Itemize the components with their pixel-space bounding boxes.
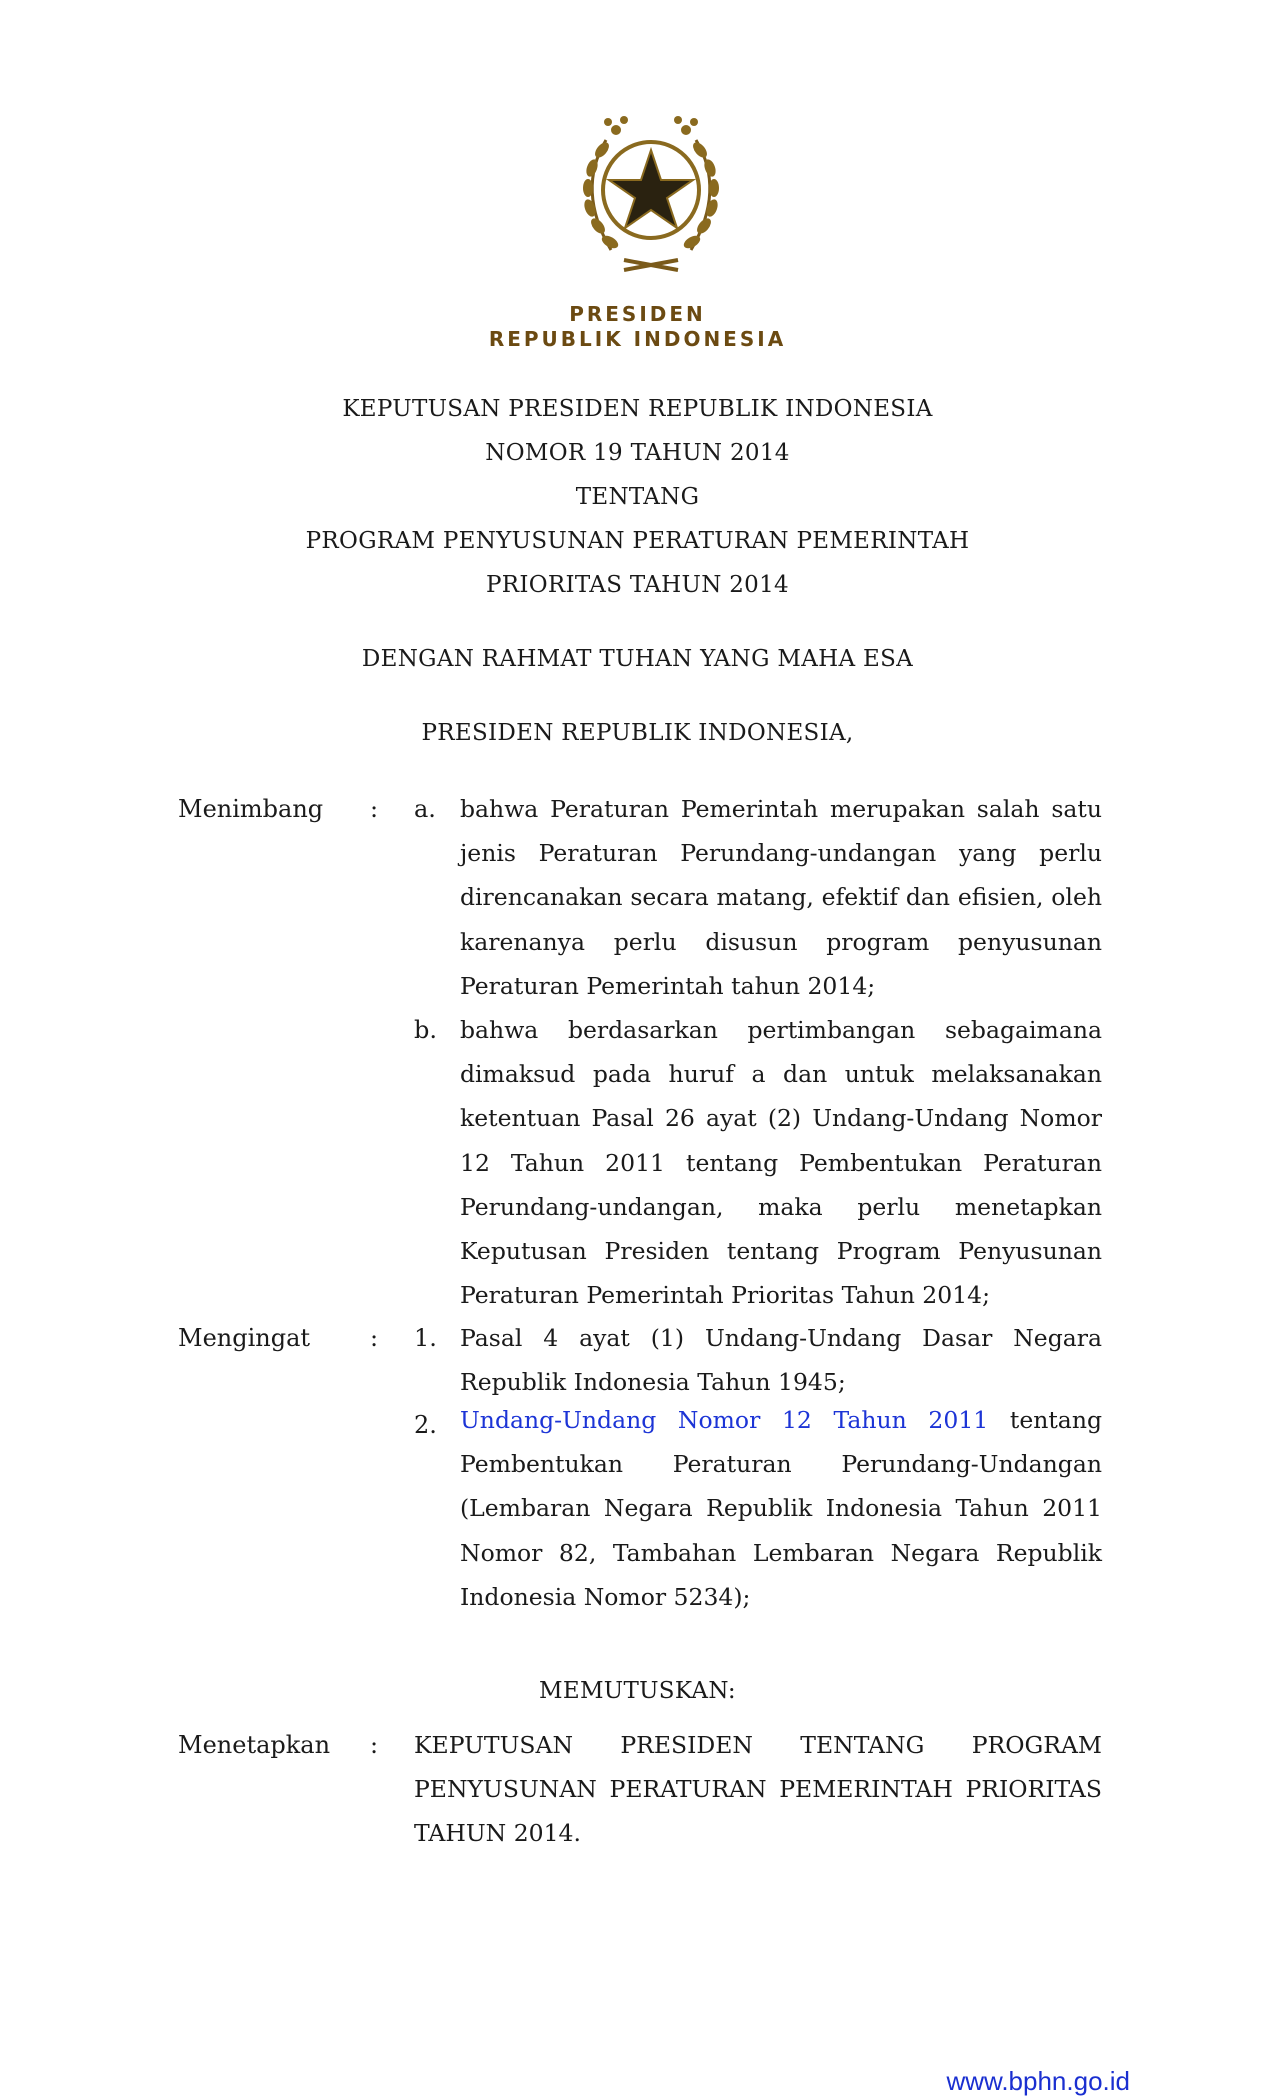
menimbang-label: Menimbang — [178, 795, 324, 823]
menimbang-item-a: bahwa Peraturan Pemerintah merupakan salah satu jenis Peraturan Perundang-undangan yang perlu direncanakan secara matang, efektif dan efisien, oleh karenanya perlu disusun program penyusunan Peraturan Pemerintah tahun 2014; — [460, 795, 1102, 1000]
mengingat-item-1: Pasal 4 ayat (1) Undang-Undang Dasar Negara Republik Indonesia Tahun 1945; — [460, 1324, 1102, 1397]
title-line-5: PRIORITAS TAHUN 2014 — [485, 572, 789, 598]
title-line-1: KEPUTUSAN PRESIDEN REPUBLIK INDONESIA — [342, 396, 933, 422]
title-line-4: PROGRAM PENYUSUNAN PERATURAN PEMERINTAH — [305, 528, 970, 554]
law-reference-link[interactable]: Undang-Undang Nomor 12 Tahun 2011 — [460, 1406, 989, 1434]
title-line-2: NOMOR 19 TAHUN 2014 — [485, 440, 790, 466]
menimbang-item-b: bahwa berdasarkan pertimbangan sebagaimana dimaksud pada huruf a dan untuk melaksanakan ketentuan Pasal 26 ayat (2) Undang-Undang Nomor 12 Tahun 2011 tentang Pembentukan Peraturan Perundang-undangan, maka perlu menetapkan Keputusan Presiden tentang Program Penyusunan Peraturan Pemerintah Prioritas Tahun 2014; — [460, 1016, 1102, 1310]
authority: PRESIDEN REPUBLIK INDONESIA, — [421, 720, 854, 746]
mengingat-marker-2: 2. — [414, 1411, 437, 1439]
letterhead-presiden: PRESIDEN — [569, 302, 706, 326]
footer-website-link[interactable]: www.bphn.go.id — [946, 2066, 1130, 2096]
mengingat-item-2-text: tentang Pembentukan Peraturan Perundang-Undangan (Lembaran Negara Republik Indonesia Tahun 2011 Nomor 82, Tambahan Lembaran Negara Republik Indonesia Nomor 5234); — [460, 1406, 1103, 1611]
menimbang-marker-b: b. — [414, 1016, 437, 1044]
letterhead-republik-indonesia: REPUBLIK INDONESIA — [488, 327, 787, 351]
presidential-emblem-icon — [566, 100, 736, 275]
mengingat-label: Mengingat — [178, 1324, 311, 1352]
memutuskan-heading: MEMUTUSKAN: — [539, 1678, 736, 1704]
mengingat-colon: : — [370, 1324, 379, 1352]
menetapkan-label: Menetapkan — [178, 1731, 331, 1759]
menetapkan-text: KEPUTUSAN PRESIDEN TENTANG PROGRAM PENYUSUNAN PERATURAN PEMERINTAH PRIORITAS TAHUN 2014. — [414, 1731, 1102, 1848]
mengingat-item-2 — [460, 1398, 1102, 1619]
menetapkan-colon: : — [370, 1731, 379, 1759]
mengingat-marker-1: 1. — [414, 1324, 437, 1352]
menimbang-colon: : — [370, 795, 379, 823]
title-line-3: TENTANG — [575, 484, 700, 510]
menimbang-marker-a: a. — [414, 795, 436, 823]
invocation: DENGAN RAHMAT TUHAN YANG MAHA ESA — [361, 646, 914, 672]
